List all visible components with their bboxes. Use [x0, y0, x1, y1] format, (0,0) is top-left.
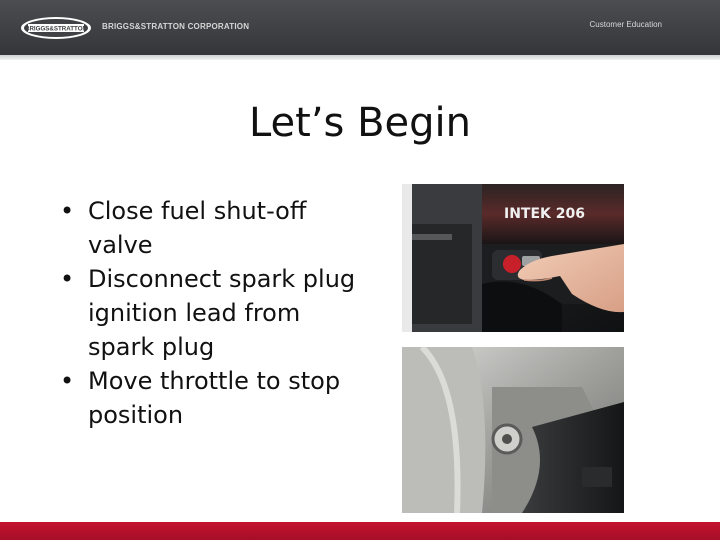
fuel-valve-knob	[503, 255, 521, 273]
header-bar	[0, 0, 720, 55]
bullet-text: Disconnect spark plug ignition lead from spark plug	[88, 265, 356, 361]
bullet-dot: •	[60, 367, 75, 395]
engine-badge-text: INTEK 206	[504, 206, 585, 222]
slide-title: Let’s Begin	[248, 100, 472, 146]
bullet-dot: •	[60, 265, 75, 293]
fuel-valve-illustration	[402, 184, 624, 332]
bullet-dot: •	[60, 197, 75, 225]
corporation-name: BRIGGS&STRATTON CORPORATION	[102, 22, 250, 31]
briggs-stratton-logo	[20, 16, 92, 40]
bullet-item	[58, 194, 358, 262]
footer-bar	[0, 522, 720, 540]
bullet-item	[58, 364, 358, 432]
bullet-text: Close fuel shut-off valve	[88, 197, 307, 259]
spark-plug-photo	[402, 347, 624, 513]
bullet-item	[58, 262, 358, 364]
section-label: Customer Education	[589, 20, 662, 29]
bullet-text: Move throttle to stop position	[88, 367, 341, 429]
bullet-list	[58, 194, 358, 432]
header-divider	[0, 55, 720, 60]
spark-plug-illustration	[402, 347, 624, 513]
fuel-valve-photo	[402, 184, 624, 332]
logo-text: BRIGGS&STRATTON	[25, 25, 87, 33]
